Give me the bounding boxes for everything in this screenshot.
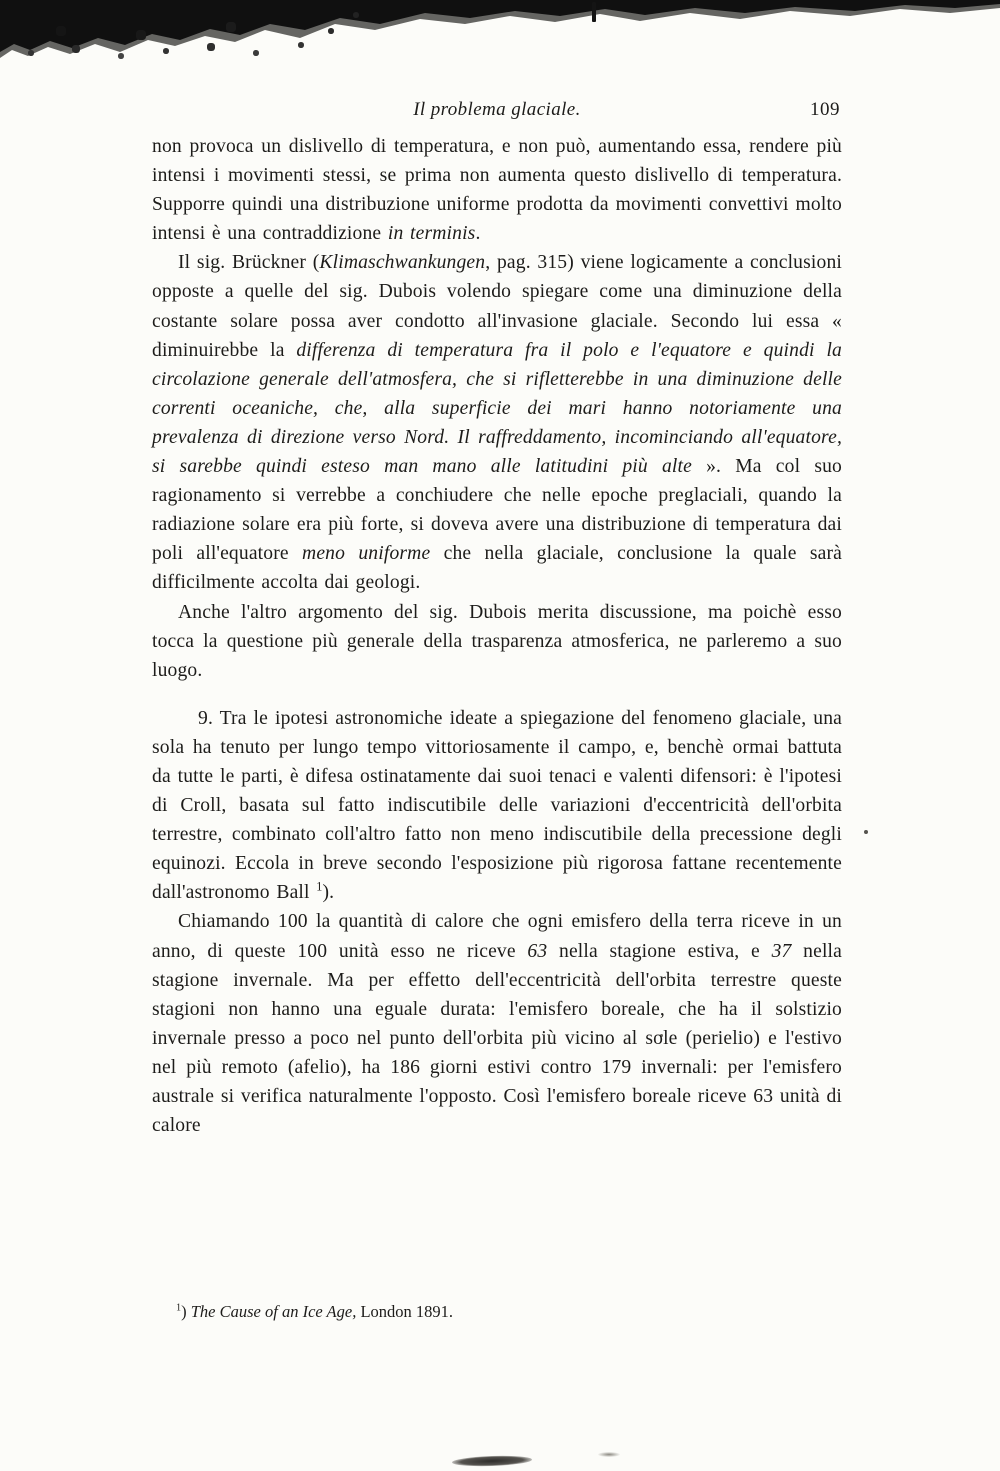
footnote: $^1$) The Cause of an Ice Age, London 1891. bbox=[176, 1302, 454, 1321]
paragraph-5: Chiamando 100 la quantità di calore che ogni emisfero della terra riceve in un anno, di queste 100 unità esso ne riceve 63 nella stagione estiva, e 37 nella stagione invernale. Ma per effetto dell'eccentricità dell'orbita terrestre queste stagioni non hanno una eguale durata: l'emisfero boreale, che ha il solstizio invernale presso a poco nel punto dell'orbita più vicino al sole (perielio) e l'estivo nel più remoto (afelio), ha 186 giorni estivi contro 179 invernali: per l'emisfero australe si verifica naturalmente l'opposto. Così l'emisfero boreale riceve 63 unità di calore bbox=[152, 911, 842, 1137]
paragraph-3: Anche l'altro argomento del sig. Dubois merita discussione, ma poichè esso tocca la questione più generale della trasparenza atmosferica, ne parleremo a suo luogo. bbox=[152, 601, 842, 681]
running-header-title: Il problema glaciale. bbox=[413, 99, 581, 120]
page-number: 109 bbox=[810, 99, 840, 120]
paragraph-1: non provoca un dislivello di temperatura, e non può, aumentando essa, rendere più intensi i movimenti stessi, se prima non aumenta questo dislivello di temperatura. Supporre quindi una distribuzione uniforme prodotta da movimenti convettivi molto intensi è una contraddizione in terminis. bbox=[152, 136, 842, 245]
scan-artifact-tick bbox=[592, 2, 596, 22]
running-header bbox=[152, 98, 842, 122]
scan-artifact-dot bbox=[864, 830, 868, 834]
scan-artifact-bottom-smudge bbox=[452, 1455, 532, 1468]
scan-artifact-bottom-smudge-small bbox=[598, 1452, 620, 1457]
text-block bbox=[152, 132, 842, 1140]
scan-artifact-speckles bbox=[0, 0, 2, 2]
paragraph-2: Il sig. Brückner (Klimaschwankungen, pag. 315) viene logicamente a conclusioni opposte a quelle del sig. Dubois volendo spiegare come una diminuzione della costante solare possa aver condotto all'invasione glaciale. Secondo lui essa « diminuirebbe la differenza di temperatura fra il polo e l'equatore e quindi la circolazione generale dell'atmosfera, che si rifletterebbe in una diminuzione delle correnti oceaniche, che, alla superficie dei mari hanno notoriamente una prevalenza di direzione verso Nord. Il raffreddamento, incominciando all'equatore, si sarebbe quindi esteso man mano alle latitudini più alte ». Ma col suo ragionamento si verrebbe a conchiudere che nelle epoche preglaciali, quando la radiazione solare era più forte, si doveva avere una distribuzione di temperatura dai poli all'equatore meno uniforme che nella glaciale, conclusione la quale sarà difficilmente accolta dai geologi. bbox=[152, 252, 843, 594]
scan-artifact-top-edge bbox=[0, 0, 1000, 56]
paragraph-4-section-9: 9. Tra le ipotesi astronomiche ideate a spiegazione del fenomeno glaciale, una sola ha tenuto per lungo tempo vittoriosamente il campo, e, benchè ormai battuta da tutte le parti, è difesa ostinatamente dai suoi tenaci e valenti difensori: è l'ipotesi di Croll, basata sul fatto indiscutibile delle variazioni d'eccentricità dell'orbita terrestre, combinato coll'altro fatto non meno indiscutibile della precessione degli equinozi. Eccola in breve secondo l'esposizione più rigorosa fattane recentemente dall'astronomo Ball $^1$). bbox=[152, 707, 842, 904]
